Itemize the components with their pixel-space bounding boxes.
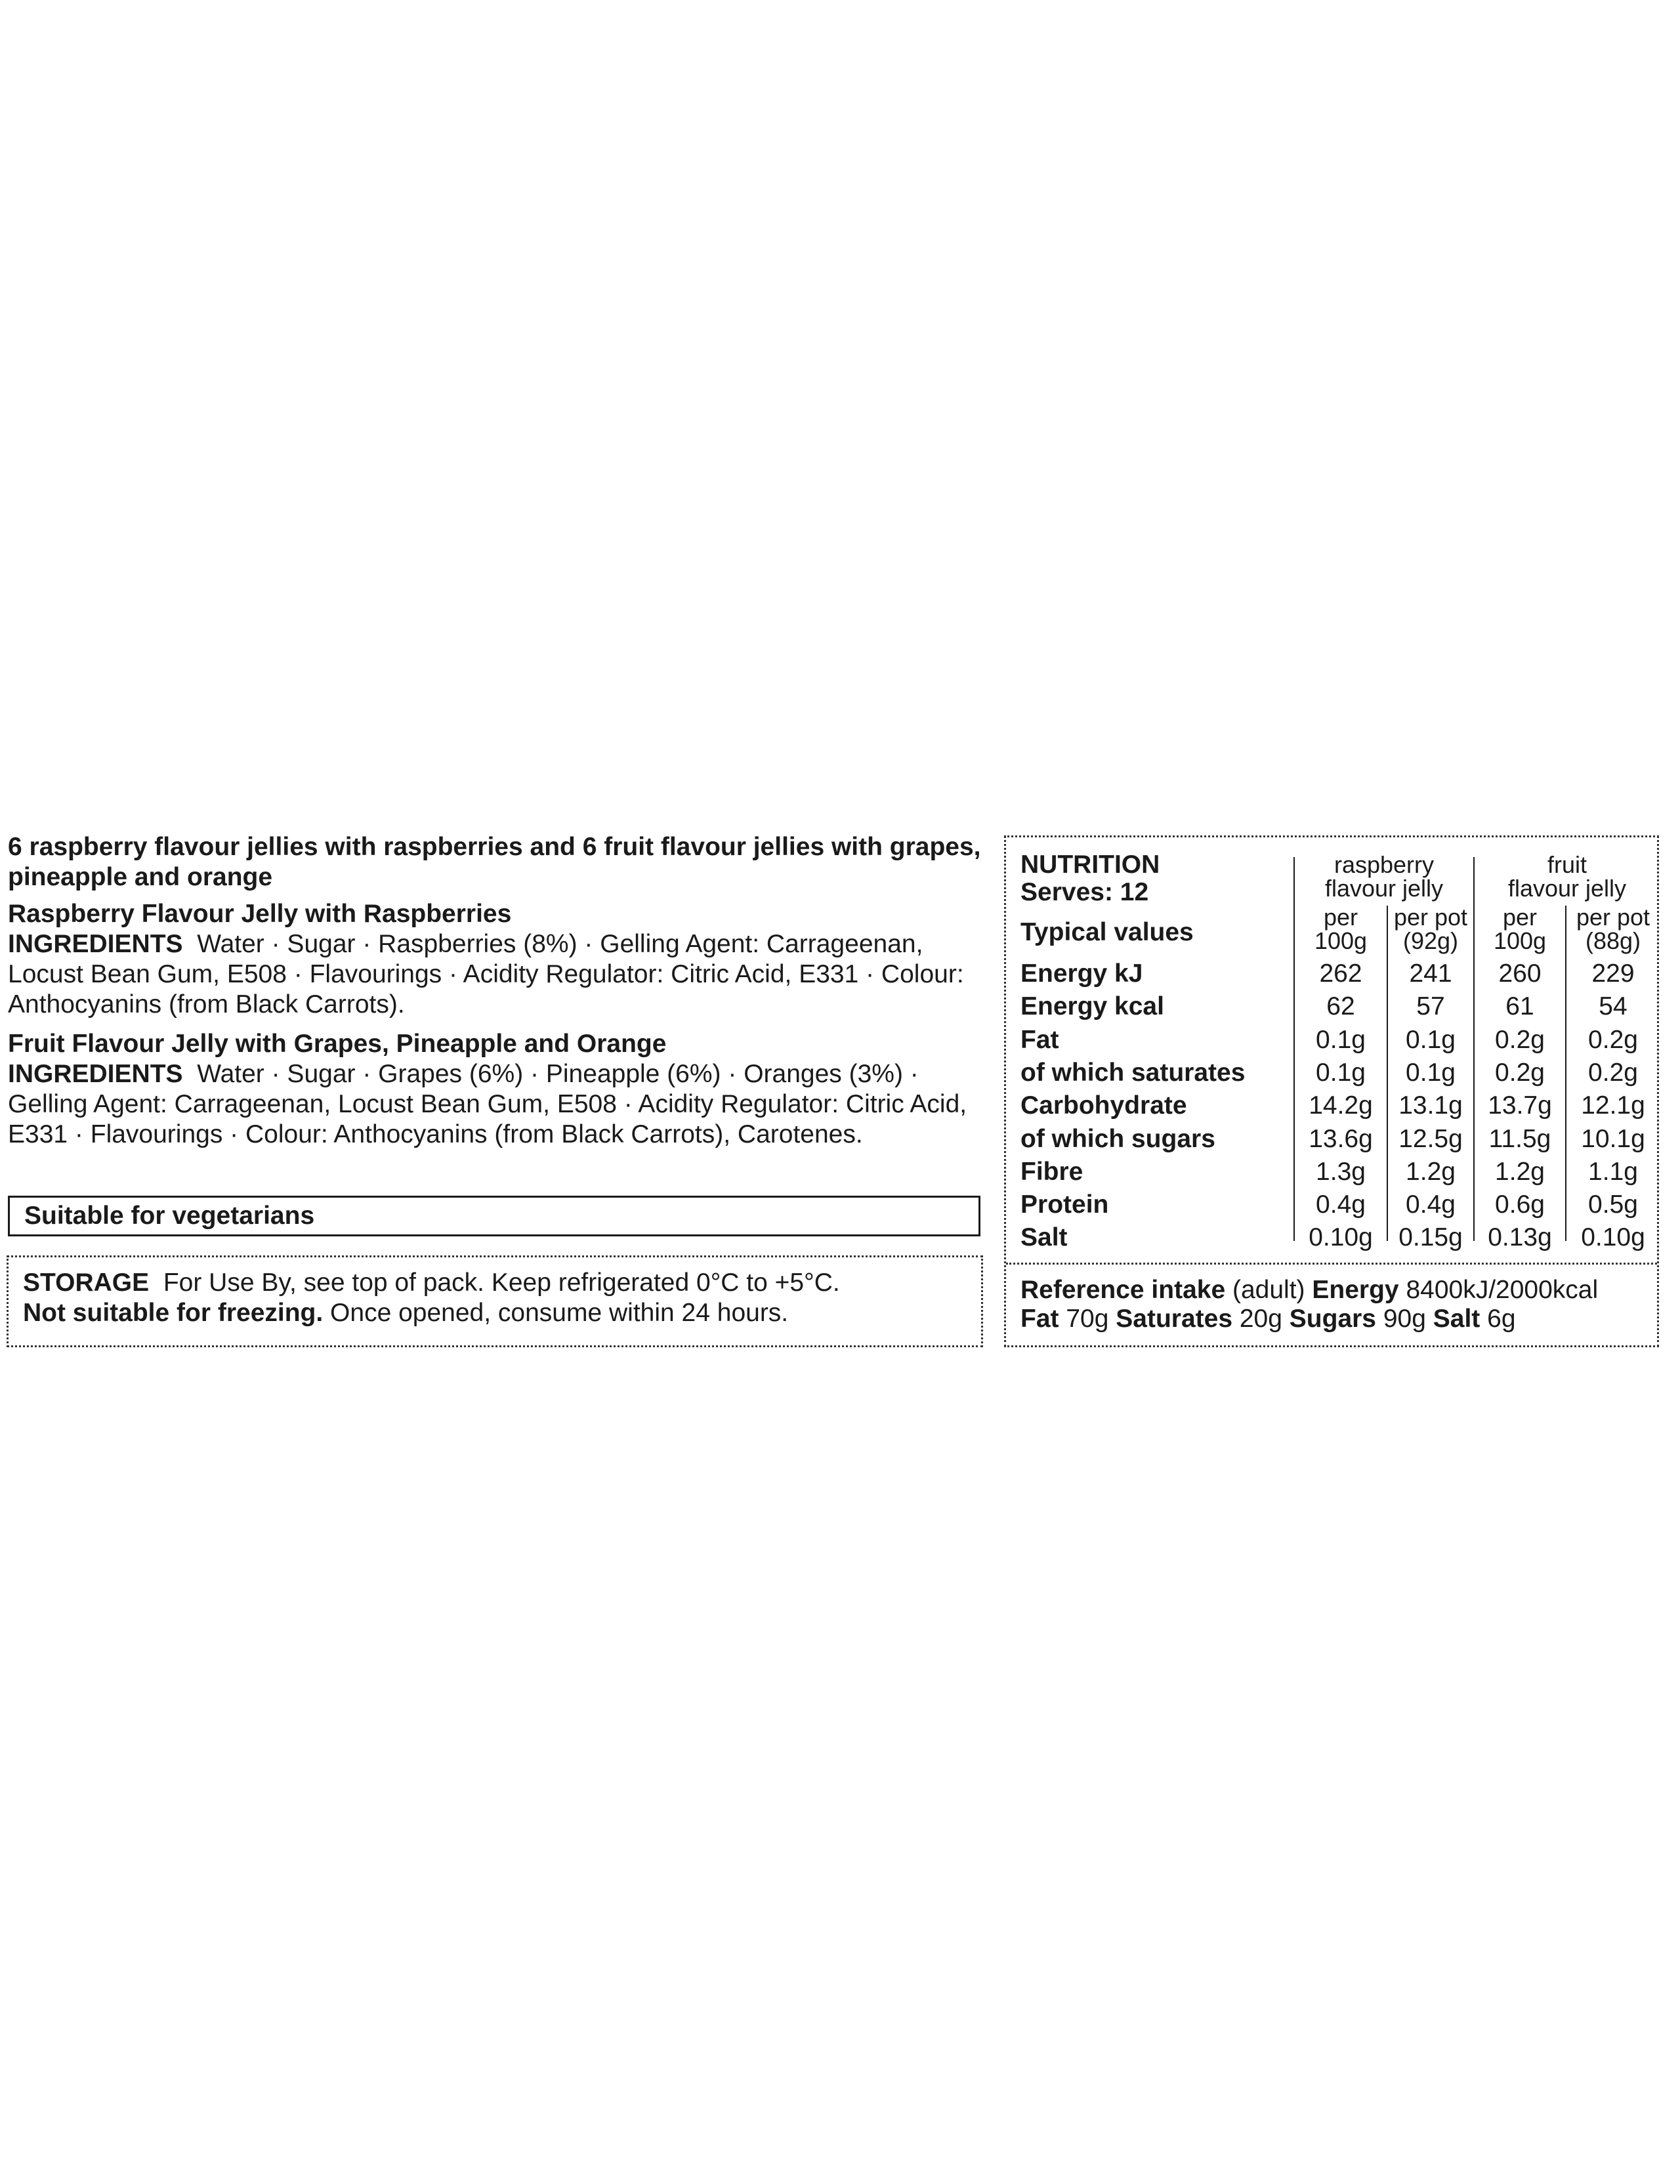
reference-line-2 [1020,1305,1598,1334]
col-header-a: per [1502,904,1538,931]
ingredients-text: Water · Sugar · Raspberries (8%) · Gelling Agent: Carrageenan, Locust Bean Gum, E508 · Flavourings · Acidity Regulator: Citric Acid, E331 · Colour: Anthocyanins (from Black Carrots). [8,930,964,1018]
reference-intake [1020,1276,1598,1334]
group-line-1: fruit [1547,851,1587,878]
fruit-title: Fruit Flavour Jelly with Grapes, Pineapple and Orange [8,1030,667,1058]
nutrient-value: 54 [1599,992,1628,1020]
nutrient-value: 1.3g [1316,1158,1366,1186]
product-description: 6 raspberry flavour jellies with raspberries and 6 fruit flavour jellies with grapes, pineapple and orange [8,833,981,891]
sugars-value: 90g [1383,1305,1426,1333]
nutrient-value: 61 [1505,992,1534,1020]
nutrient-value: 0.4g [1316,1190,1366,1219]
nutrition-title: NUTRITION [1020,850,1160,879]
nutrient-label: of which sugars [1020,1125,1215,1153]
storage-box [7,1255,983,1347]
nutrient-label: Energy kJ [1020,959,1143,988]
col-header [1295,906,1387,953]
raspberry-title: Raspberry Flavour Jelly with Raspberries [8,900,512,928]
freezing-line [23,1298,981,1328]
nutrient-value: 0.1g [1316,1026,1366,1054]
col-header-b: (92g) [1402,927,1459,954]
nutrient-value: 1.2g [1406,1158,1456,1186]
nutrient-value: 13.1g [1398,1091,1463,1120]
salt-value: 6g [1487,1305,1516,1333]
nutrient-label: Fibre [1020,1158,1083,1186]
reference-adult: (adult) [1232,1276,1305,1304]
reference-divider [1006,1263,1657,1265]
nutrient-value: 0.2g [1588,1059,1638,1087]
nutrient-value: 0.1g [1316,1059,1366,1087]
reference-line-1 [1020,1276,1598,1305]
nutrient-value: 13.7g [1488,1091,1552,1120]
ingredients-text: Water · Sugar · Grapes (6%) · Pineapple (6%) · Oranges (3%) · Gelling Agent: Carrageenan, Locust Bean Gum, E508 · Acidity Regulator: Citric Acid, E331 · Flavourings · Colour: Anthocyanins (from Black Carrots), Carotenes. [8,1060,967,1148]
nutrient-value: 0.2g [1495,1059,1545,1087]
ingredients-panel [8,832,986,1150]
nutrition-panel [1004,835,1659,1347]
saturates-label: Saturates [1116,1305,1233,1333]
col-header-a: per pot [1393,904,1468,931]
nutrient-label: Energy kcal [1020,992,1164,1020]
energy-label: Energy [1312,1276,1399,1304]
nutrient-value: 1.2g [1495,1158,1545,1186]
nutrient-value: 13.6g [1309,1125,1373,1153]
nutrient-label: Carbohydrate [1020,1091,1187,1120]
ingredients-label: INGREDIENTS [8,930,183,958]
energy-value: 8400kJ/2000kcal [1406,1276,1599,1304]
serves: Serves: 12 [1020,878,1149,906]
nutrient-value: 57 [1416,992,1445,1020]
col-header [1566,906,1660,953]
nutrient-value: 12.1g [1581,1091,1645,1120]
nutrient-value: 0.13g [1488,1223,1552,1251]
raspberry-group-header [1295,853,1473,900]
storage-line [23,1268,981,1298]
nutrient-value: 11.5g [1488,1125,1551,1153]
col-header-a: per pot [1576,904,1650,931]
ingredients-label: INGREDIENTS [8,1060,183,1088]
nutrient-value: 14.2g [1309,1091,1373,1120]
vegetarian-badge: Suitable for vegetarians [8,1196,980,1236]
sugars-label: Sugars [1289,1305,1376,1333]
nutrient-value: 0.15g [1398,1223,1463,1251]
nutrient-value: 0.5g [1588,1190,1638,1219]
fat-value: 70g [1066,1305,1109,1333]
group-line-1: raspberry [1334,851,1435,878]
group-line-2: flavour jelly [1507,875,1627,902]
nutrient-value: 260 [1498,959,1542,988]
nutrient-label: Fat [1020,1026,1059,1054]
col-header-b: 100g [1493,927,1547,954]
nutrient-label: Protein [1020,1190,1109,1219]
nutrient-value: 0.10g [1309,1223,1373,1251]
fat-label: Fat [1020,1305,1059,1333]
storage-text: For Use By, see top of pack. Keep refrigerated 0°C to +5°C. [163,1269,840,1297]
nutrient-value: 62 [1326,992,1355,1020]
nutrient-value: 0.6g [1495,1190,1545,1219]
nutrient-label: Salt [1020,1223,1068,1251]
nutrient-value: 1.1g [1588,1158,1638,1186]
fruit-ingredients [8,1059,986,1150]
nutrient-value: 0.10g [1581,1223,1645,1251]
nutrient-value: 0.1g [1406,1059,1456,1087]
nutrient-value: 12.5g [1398,1125,1463,1153]
freezing-label: Not suitable for freezing. [23,1299,324,1327]
typical-values-label: Typical values [1020,918,1194,946]
reference-label: Reference intake [1020,1276,1226,1304]
nutrient-value: 0.1g [1406,1026,1456,1054]
freezing-text: Once opened, consume within 24 hours. [330,1299,789,1327]
nutrient-value: 0.2g [1588,1026,1638,1054]
col-header-b: 100g [1314,927,1368,954]
nutrient-value: 241 [1409,959,1452,988]
group-line-2: flavour jelly [1324,875,1444,902]
storage-label: STORAGE [23,1269,150,1297]
nutrient-label: of which saturates [1020,1059,1246,1087]
fruit-group-header [1475,853,1660,900]
raspberry-ingredients [8,929,986,1020]
col-header [1388,906,1473,953]
salt-label: Salt [1433,1305,1480,1333]
nutrient-value: 262 [1319,959,1362,988]
nutrient-value: 0.4g [1406,1190,1456,1219]
col-header [1475,906,1565,953]
nutrient-value: 229 [1591,959,1635,988]
nutrient-value: 10.1g [1581,1125,1645,1153]
col-header-b: (88g) [1585,927,1641,954]
nutrient-value: 0.2g [1495,1026,1545,1054]
saturates-value: 20g [1239,1305,1282,1333]
col-header-a: per [1323,904,1358,931]
